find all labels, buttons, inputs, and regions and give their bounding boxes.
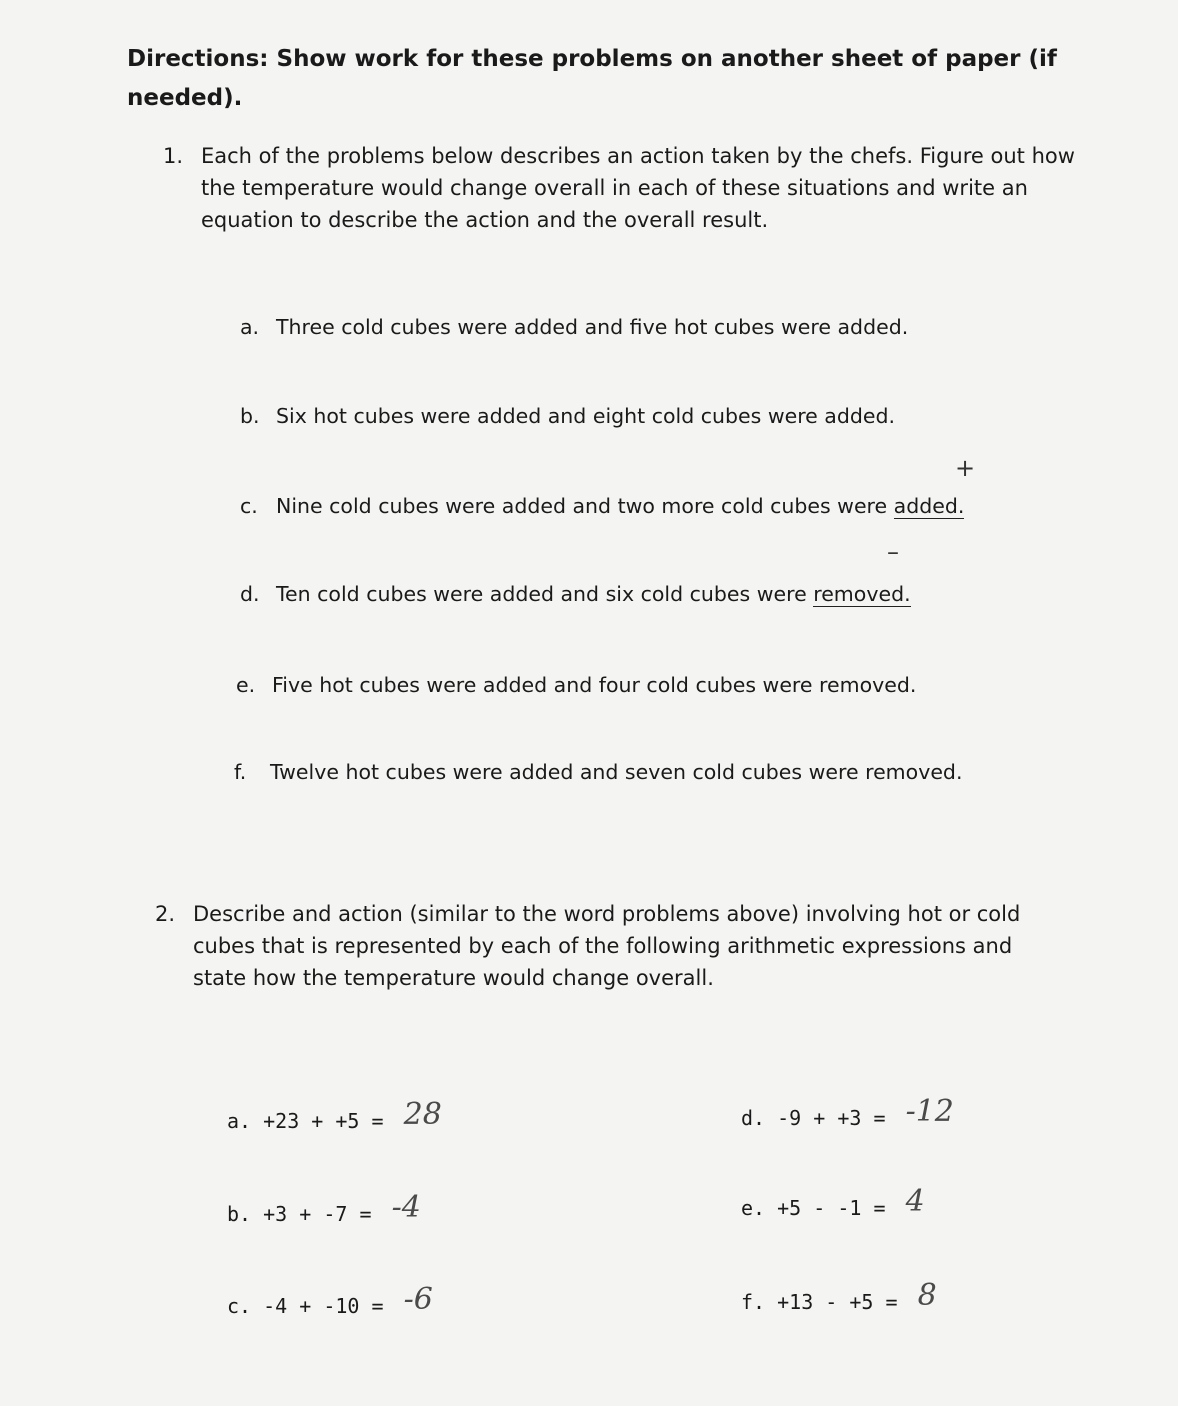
item-letter: d. xyxy=(741,1106,766,1130)
item-letter: e. xyxy=(741,1196,766,1220)
q1-item-b xyxy=(240,402,895,430)
handwritten-answer: -12 xyxy=(905,1094,954,1129)
item-letter: a. xyxy=(240,315,260,339)
q1-item-a xyxy=(240,313,908,341)
expression: +5 - -1 = xyxy=(777,1196,886,1220)
q2-item-c xyxy=(227,1282,433,1320)
handwritten-answer: 8 xyxy=(917,1278,937,1313)
q2-item-f xyxy=(741,1278,937,1316)
q2-item-d xyxy=(741,1094,954,1132)
q2-item-e xyxy=(741,1184,925,1222)
item-letter: b. xyxy=(240,404,260,428)
underlined-word: removed. xyxy=(813,582,911,606)
item-letter: c. xyxy=(240,494,258,518)
item-text: Six hot cubes were added and eight cold cubes were added. xyxy=(276,404,896,428)
item-text: Three cold cubes were added and five hot cubes were added. xyxy=(276,315,909,339)
handwritten-minus-mark: – xyxy=(887,538,899,566)
item-letter: b. xyxy=(227,1202,252,1226)
handwritten-answer: 28 xyxy=(403,1097,442,1132)
expression: -4 + -10 = xyxy=(263,1294,384,1318)
question-2-number: 2. xyxy=(155,902,176,926)
item-letter: e. xyxy=(236,673,256,697)
q2-item-b xyxy=(227,1190,421,1228)
handwritten-answer: 4 xyxy=(905,1184,925,1219)
question-1-text: Each of the problems below describes an action taken by the chefs. Figure out how the temperature would change overall in each of these situations and write an equation to describe the action and the overall result. xyxy=(201,144,1075,232)
q2-item-a xyxy=(227,1097,442,1135)
expression: +3 + -7 = xyxy=(263,1202,372,1226)
item-letter: c. xyxy=(227,1294,252,1318)
expression: +23 + +5 = xyxy=(263,1109,384,1133)
expression: +13 - +5 = xyxy=(777,1290,898,1314)
question-2 xyxy=(155,898,1055,994)
item-letter: d. xyxy=(240,582,260,606)
item-letter: f. xyxy=(741,1290,766,1314)
handwritten-plus-mark: + xyxy=(955,454,976,482)
q1-item-d xyxy=(240,580,911,608)
item-text: Five hot cubes were added and four cold cubes were removed. xyxy=(272,673,917,697)
item-text: Twelve hot cubes were added and seven cold cubes were removed. xyxy=(270,760,963,784)
item-text: Ten cold cubes were added and six cold cubes were xyxy=(276,582,814,606)
question-1 xyxy=(163,140,1078,236)
q1-item-e xyxy=(236,671,916,699)
q1-item-f xyxy=(234,758,962,786)
question-1-number: 1. xyxy=(163,144,184,168)
question-2-text: Describe and action (similar to the word problems above) involving hot or cold cubes that is represented by each of the following arithmetic expressions and state how the temperature would change overall. xyxy=(193,902,1021,990)
item-letter: a. xyxy=(227,1109,252,1133)
q1-item-c xyxy=(240,492,964,520)
expression: -9 + +3 = xyxy=(777,1106,886,1130)
item-letter: f. xyxy=(234,760,247,784)
item-text: Nine cold cubes were added and two more cold cubes were xyxy=(276,494,894,518)
handwritten-answer: -6 xyxy=(403,1282,433,1317)
directions-heading: Directions: Show work for these problems on another sheet of paper (if needed). xyxy=(127,46,1057,111)
handwritten-answer: -4 xyxy=(391,1190,421,1225)
underlined-word: added. xyxy=(893,494,965,518)
